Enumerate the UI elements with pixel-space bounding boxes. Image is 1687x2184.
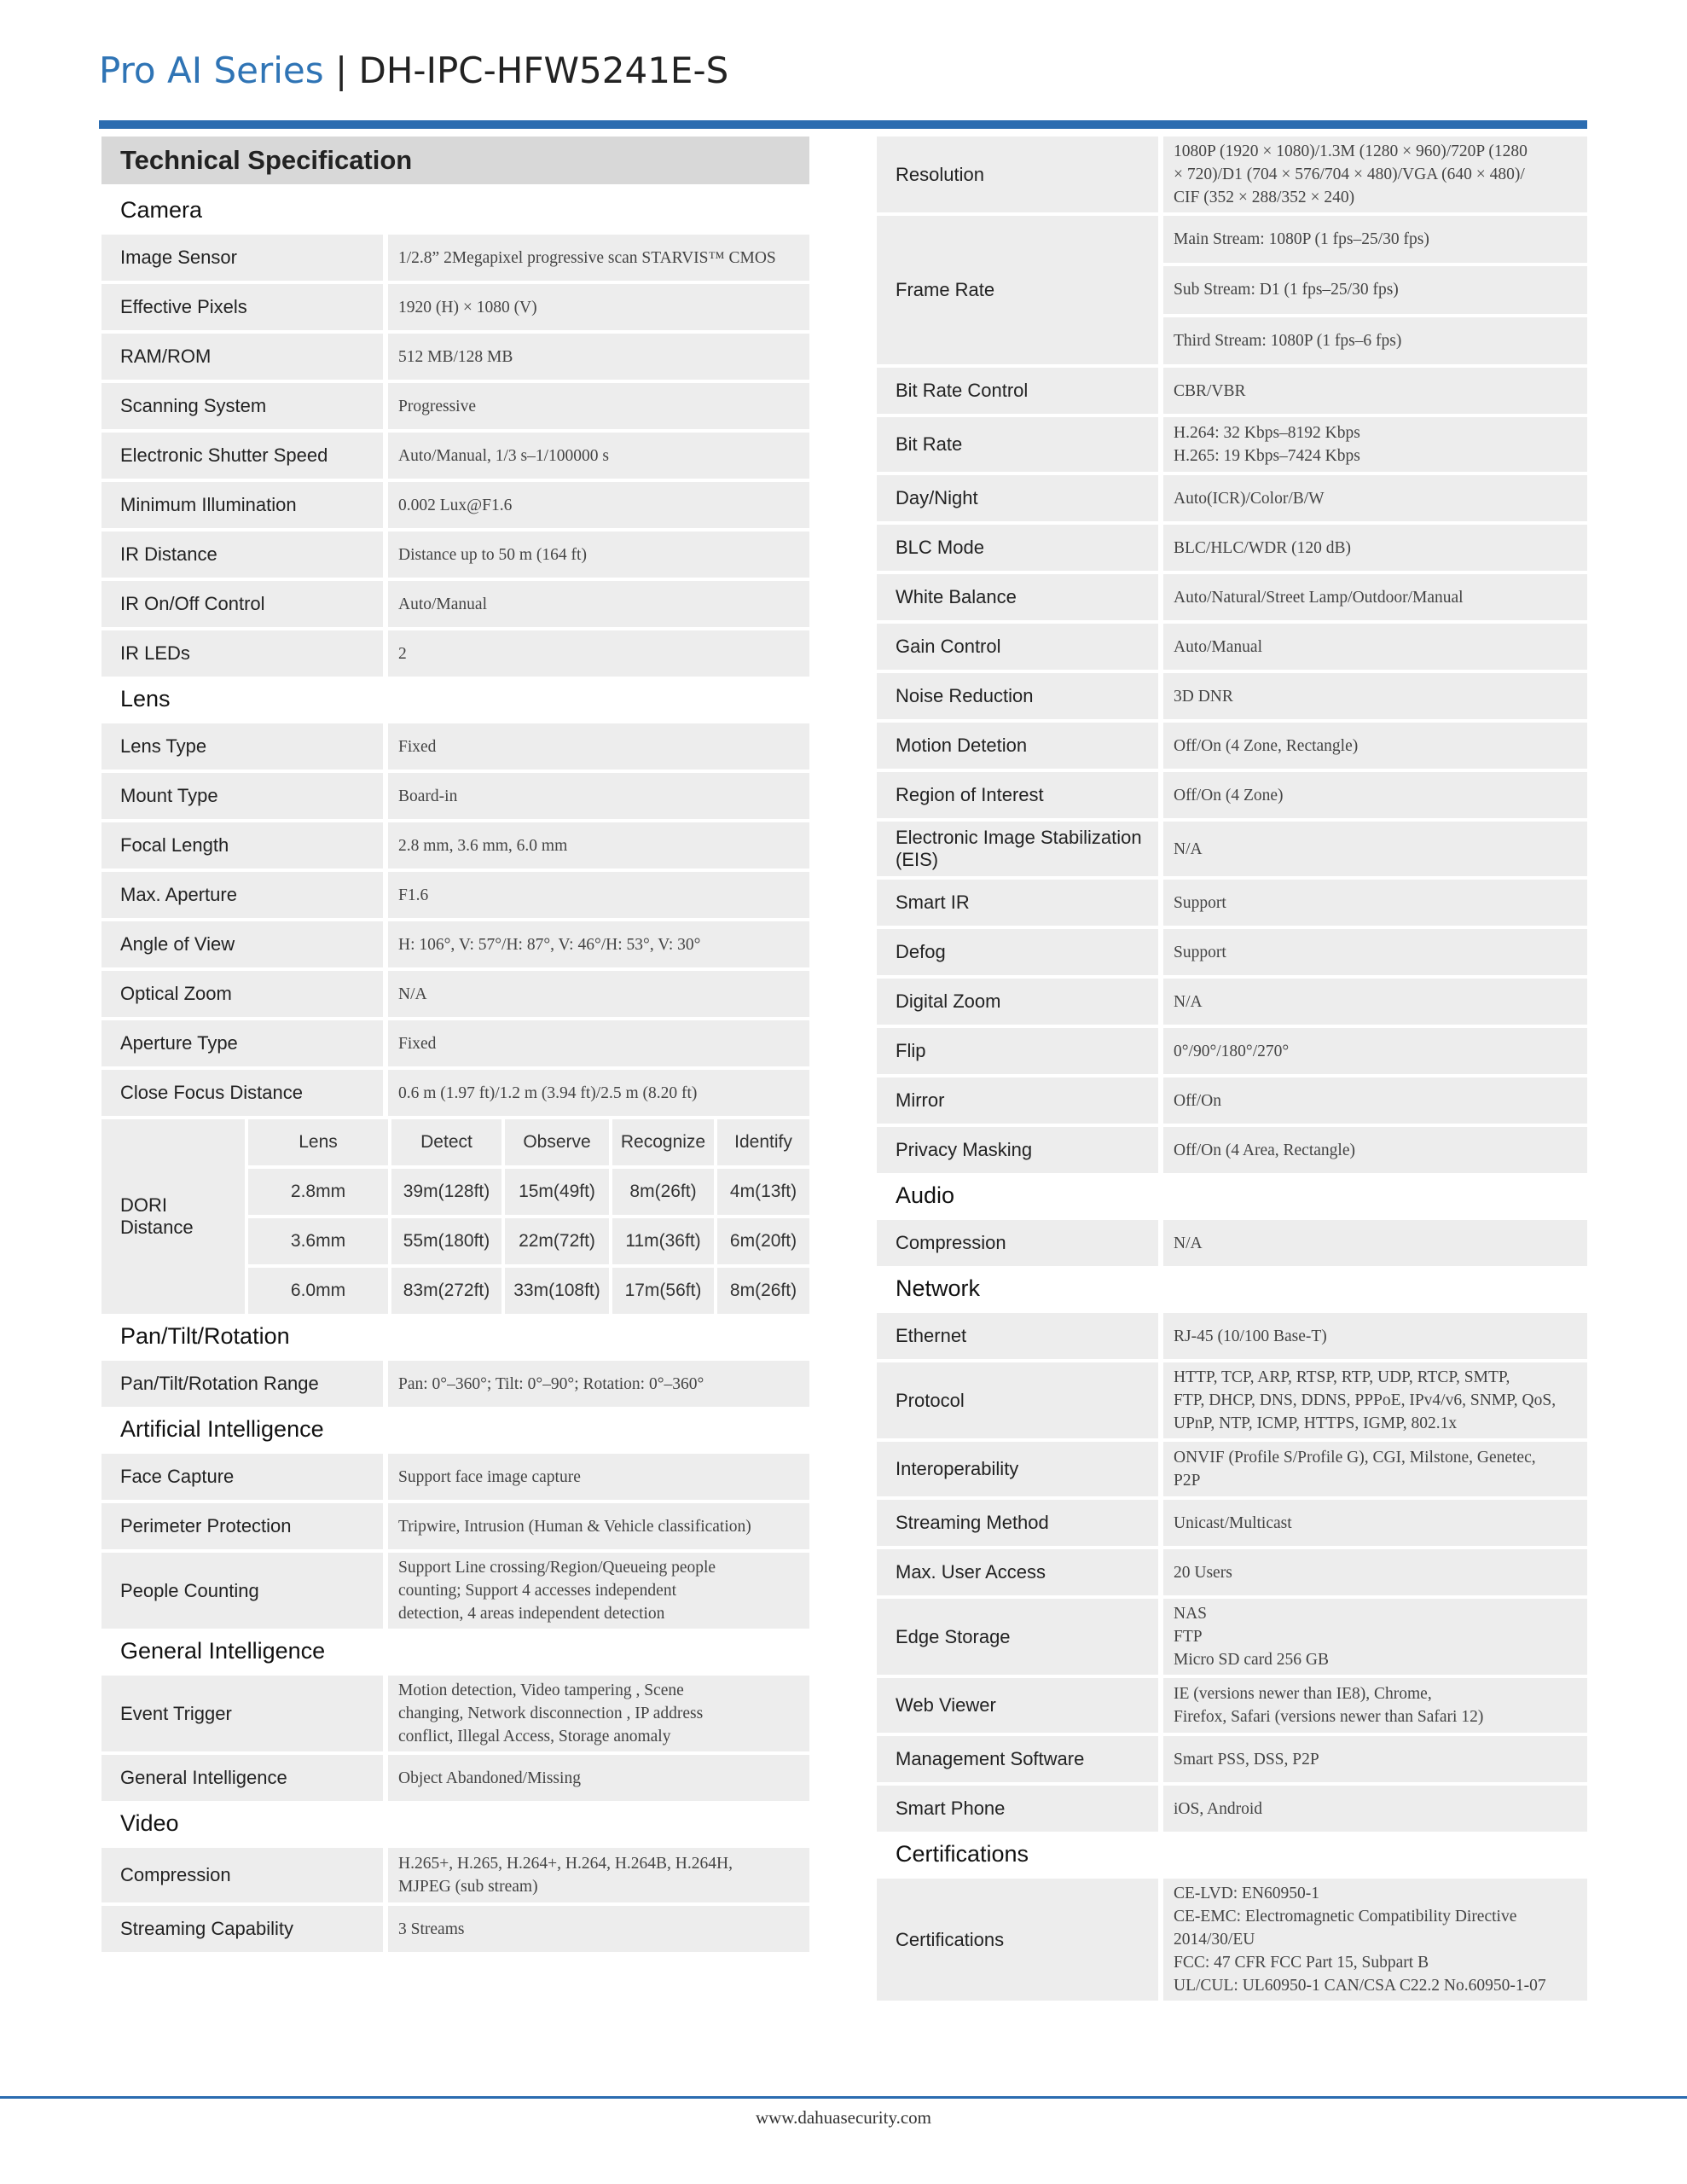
spec-key: Face Capture (101, 1454, 383, 1500)
section-network: Network (896, 1275, 981, 1301)
spec-value: N/A (1163, 822, 1587, 876)
spec-value: 20 Users (1163, 1549, 1587, 1595)
spec-value: BLC/HLC/WDR (120 dB) (1163, 525, 1587, 571)
spec-key: People Counting (101, 1553, 383, 1629)
spec-key: Streaming Method (877, 1500, 1158, 1546)
spec-value: N/A (1163, 979, 1587, 1025)
spec-key: Lens Type (101, 723, 383, 770)
spec-key: Pan/Tilt/Rotation Range (101, 1361, 383, 1407)
spec-value: Auto/Natural/Street Lamp/Outdoor/Manual (1163, 574, 1587, 620)
spec-key: Flip (877, 1028, 1158, 1074)
dori-value-cell: 22m(72ft) (505, 1218, 609, 1264)
dori-value-cell: 8m(26ft) (717, 1268, 809, 1314)
spec-value: HTTP, TCP, ARP, RTSP, RTP, UDP, RTCP, SMTP, FTP, DHCP, DNS, DDNS, PPPoE, IPv4/v6, SNMP, QoS, UPnP, NTP, ICMP, HTTPS, IGMP, 802.1x (1163, 1362, 1587, 1438)
spec-row-streaming-capability (101, 1906, 809, 1952)
spec-value: F1.6 (388, 872, 809, 918)
spec-row-minimum-illumination (101, 482, 809, 528)
spec-value: NAS FTP Micro SD card 256 GB (1163, 1599, 1587, 1675)
spec-key: Scanning System (101, 383, 383, 429)
spec-key: Certifications (877, 1879, 1158, 2001)
section-lens: Lens (120, 686, 171, 712)
spec-key: Focal Length (101, 822, 383, 868)
dori-header-cell: Recognize (612, 1119, 714, 1165)
spec-value: ONVIF (Profile S/Profile G), CGI, Milstone, Genetec, P2P (1163, 1442, 1587, 1496)
dori-value-cell: 11m(36ft) (612, 1218, 714, 1264)
spec-key: Bit Rate Control (877, 368, 1158, 414)
dori-value-cell: 8m(26ft) (612, 1169, 714, 1215)
spec-value: CBR/VBR (1163, 368, 1587, 414)
spec-value: Object Abandoned/Missing (388, 1755, 809, 1801)
spec-key: Max. User Access (877, 1549, 1158, 1595)
frame-rate-main: Main Stream: 1080P (1 fps–25/30 fps) (1163, 216, 1587, 263)
dori-value-cell: 6m(20ft) (717, 1218, 809, 1264)
spec-row-resolution (877, 136, 1587, 212)
spec-key: Region of Interest (877, 772, 1158, 818)
spec-row-ram-rom (101, 334, 809, 380)
dori-grid (248, 1119, 809, 1314)
spec-key: White Balance (877, 574, 1158, 620)
spec-row-edge-storage (877, 1599, 1587, 1675)
spec-row-event-trigger (101, 1676, 809, 1751)
spec-title: Technical Specification (101, 136, 809, 184)
spec-key: Mount Type (101, 773, 383, 819)
spec-key: Compression (101, 1848, 383, 1902)
spec-row-angle-of-view (101, 921, 809, 967)
spec-value: Fixed (388, 1020, 809, 1066)
section-certifications: Certifications (896, 1841, 1029, 1867)
spec-row-digital-zoom (877, 979, 1587, 1025)
spec-value: Auto/Manual (1163, 624, 1587, 670)
spec-row-ir-distance (101, 531, 809, 578)
spec-value: 3D DNR (1163, 673, 1587, 719)
spec-row-ir-leds (101, 630, 809, 677)
spec-key: Smart IR (877, 880, 1158, 926)
spec-value: 512 MB/128 MB (388, 334, 809, 380)
spec-key: Interoperability (877, 1442, 1158, 1496)
spec-row-close-focus-distance (101, 1070, 809, 1116)
spec-value: Motion detection, Video tampering , Scene changing, Network disconnection , IP address conflict, Illegal Access, Storage anomaly (388, 1676, 809, 1751)
header-rule (99, 120, 1587, 129)
dori-lens-cell: 3.6mm (248, 1218, 388, 1264)
spec-row-pan-tilt-rotation-range (101, 1361, 809, 1407)
spec-key: Minimum Illumination (101, 482, 383, 528)
spec-value: Support (1163, 929, 1587, 975)
dori-header-cell: Detect (391, 1119, 501, 1165)
spec-row-compression (101, 1848, 809, 1902)
spec-key: Privacy Masking (877, 1127, 1158, 1173)
spec-value: 1080P (1920 × 1080)/1.3M (1280 × 960)/720P (1280 × 720)/D1 (704 × 576/704 × 480)/VGA (640 × 480)/ CIF (352 × 288/352 × 240) (1163, 136, 1587, 212)
dori-lens-cell: 2.8mm (248, 1169, 388, 1215)
spec-row-mirror (877, 1077, 1587, 1124)
spec-row-face-capture (101, 1454, 809, 1500)
spec-value: N/A (1163, 1220, 1587, 1266)
spec-key: Streaming Capability (101, 1906, 383, 1952)
spec-value: 2 (388, 630, 809, 677)
series-name: Pro AI Series (99, 49, 324, 91)
spec-value: 1/2.8” 2Megapixel progressive scan STARVIS™ CMOS (388, 235, 809, 281)
spec-value: Auto/Manual (388, 581, 809, 627)
section-pan-tilt-rotation: Pan/Tilt/Rotation (120, 1323, 290, 1349)
spec-row-ir-on-off-control (101, 581, 809, 627)
spec-key: RAM/ROM (101, 334, 383, 380)
spec-key: Ethernet (877, 1313, 1158, 1359)
spec-row-compression (877, 1220, 1587, 1266)
spec-value: RJ-45 (10/100 Base-T) (1163, 1313, 1587, 1359)
spec-key: Day/Night (877, 475, 1158, 521)
spec-value: Support (1163, 880, 1587, 926)
spec-value: Board-in (388, 773, 809, 819)
section-general-intelligence: General Intelligence (120, 1638, 326, 1664)
spec-value: Progressive (388, 383, 809, 429)
spec-value: 3 Streams (388, 1906, 809, 1952)
spec-row-flip (877, 1028, 1587, 1074)
spec-row-max-user-access (877, 1549, 1587, 1595)
spec-key: Noise Reduction (877, 673, 1158, 719)
spec-key: Smart Phone (877, 1786, 1158, 1832)
spec-value: Off/On (4 Zone, Rectangle) (1163, 723, 1587, 769)
spec-row-people-counting (101, 1553, 809, 1629)
spec-row-perimeter-protection (101, 1503, 809, 1549)
spec-key: Management Software (877, 1736, 1158, 1782)
spec-row-interoperability (877, 1442, 1587, 1496)
dori-value-cell: 4m(13ft) (717, 1169, 809, 1215)
spec-row-max-aperture (101, 872, 809, 918)
dori-header-cell: Identify (717, 1119, 809, 1165)
spec-row-streaming-method (877, 1500, 1587, 1546)
spec-value: 2.8 mm, 3.6 mm, 6.0 mm (388, 822, 809, 868)
spec-key: Image Sensor (101, 235, 383, 281)
spec-key: IR On/Off Control (101, 581, 383, 627)
spec-key: Mirror (877, 1077, 1158, 1124)
spec-row-bit-rate-control (877, 368, 1587, 414)
spec-key: Frame Rate (877, 216, 1158, 364)
spec-key: Event Trigger (101, 1676, 383, 1751)
spec-key: Resolution (877, 136, 1158, 212)
section-camera: Camera (120, 197, 203, 223)
spec-row-protocol (877, 1362, 1587, 1438)
dori-lens-cell: 6.0mm (248, 1268, 388, 1314)
section-artificial-intelligence: Artificial Intelligence (120, 1416, 324, 1442)
spec-row-bit-rate (877, 417, 1587, 472)
dori-value-cell: 83m(272ft) (391, 1268, 501, 1314)
spec-key: Close Focus Distance (101, 1070, 383, 1116)
spec-value: Off/On (4 Area, Rectangle) (1163, 1127, 1587, 1173)
dori-value-cell: 33m(108ft) (505, 1268, 609, 1314)
spec-row-scanning-system (101, 383, 809, 429)
spec-row-smart-phone (877, 1786, 1587, 1832)
spec-row-management-software (877, 1736, 1587, 1782)
spec-value: Auto/Manual, 1/3 s–1/100000 s (388, 433, 809, 479)
spec-key: Edge Storage (877, 1599, 1158, 1675)
spec-value: Smart PSS, DSS, P2P (1163, 1736, 1587, 1782)
spec-value: Fixed (388, 723, 809, 770)
spec-key: Perimeter Protection (101, 1503, 383, 1549)
header-separator: | (334, 49, 348, 91)
spec-row-lens-type (101, 723, 809, 770)
spec-row-gain-control (877, 624, 1587, 670)
spec-key: Web Viewer (877, 1678, 1158, 1733)
spec-row-effective-pixels (101, 284, 809, 330)
dori-header-cell: Lens (248, 1119, 388, 1165)
footer-url: www.dahuasecurity.com (755, 2107, 932, 2128)
spec-value: Off/On (4 Zone) (1163, 772, 1587, 818)
spec-row-defog (877, 929, 1587, 975)
spec-row-electronic-shutter-speed (101, 433, 809, 479)
spec-key: BLC Mode (877, 525, 1158, 571)
spec-value: iOS, Android (1163, 1786, 1587, 1832)
spec-row-optical-zoom (101, 971, 809, 1017)
spec-value: Support face image capture (388, 1454, 809, 1500)
spec-row-certifications (877, 1879, 1587, 2001)
spec-row-blc-mode (877, 525, 1587, 571)
spec-key: Electronic Image Stabilization (EIS) (877, 822, 1158, 876)
spec-key: Compression (877, 1220, 1158, 1266)
spec-row-ethernet (877, 1313, 1587, 1359)
frame-rate-values (1163, 216, 1587, 364)
dori-label: DORI Distance (101, 1119, 245, 1314)
spec-row-general-intelligence (101, 1755, 809, 1801)
spec-row-region-of-interest (877, 772, 1587, 818)
frame-rate-sub: Sub Stream: D1 (1 fps–25/30 fps) (1163, 266, 1587, 313)
spec-value: H.265+, H.265, H.264+, H.264, H.264B, H.264H, MJPEG (sub stream) (388, 1848, 809, 1902)
spec-key: IR Distance (101, 531, 383, 578)
spec-row-smart-ir (877, 880, 1587, 926)
dori-header-cell: Observe (505, 1119, 609, 1165)
dori-distance-table (101, 1119, 809, 1314)
spec-value: H.264: 32 Kbps–8192 Kbps H.265: 19 Kbps–7424 Kbps (1163, 417, 1587, 472)
spec-value: H: 106°, V: 57°/H: 87°, V: 46°/H: 53°, V: 30° (388, 921, 809, 967)
spec-key: Digital Zoom (877, 979, 1158, 1025)
spec-value: IE (versions newer than IE8), Chrome, Firefox, Safari (versions newer than Safari 12) (1163, 1678, 1587, 1733)
spec-key: Gain Control (877, 624, 1158, 670)
spec-row-aperture-type (101, 1020, 809, 1066)
dori-value-cell: 17m(56ft) (612, 1268, 714, 1314)
spec-key: Protocol (877, 1362, 1158, 1438)
spec-value: 0°/90°/180°/270° (1163, 1028, 1587, 1074)
dori-value-cell: 55m(180ft) (391, 1218, 501, 1264)
spec-key: Optical Zoom (101, 971, 383, 1017)
spec-row-day-night (877, 475, 1587, 521)
spec-row-web-viewer (877, 1678, 1587, 1733)
spec-value: CE-LVD: EN60950-1 CE-EMC: Electromagnetic Compatibility Directive 2014/30/EU FCC: 47 CFR FCC Part 15, Subpart B UL/CUL: UL60950-1 CAN/CSA C22.2 No.60950-1-07 (1163, 1879, 1587, 2001)
page-header (99, 49, 728, 91)
spec-key: Aperture Type (101, 1020, 383, 1066)
section-video: Video (120, 1810, 179, 1836)
frame-rate-third: Third Stream: 1080P (1 fps–6 fps) (1163, 317, 1587, 364)
section-audio: Audio (896, 1182, 955, 1208)
spec-key: Bit Rate (877, 417, 1158, 472)
spec-row-electronic-image-stabilization-eis (877, 822, 1587, 876)
right-column (877, 136, 1587, 2004)
spec-key: Max. Aperture (101, 872, 383, 918)
model-number: DH-IPC-HFW5241E-S (358, 49, 729, 91)
spec-value: 0.6 m (1.97 ft)/1.2 m (3.94 ft)/2.5 m (8.20 ft) (388, 1070, 809, 1116)
spec-value: Support Line crossing/Region/Queueing people counting; Support 4 accesses independent detection, 4 areas independent detection (388, 1553, 809, 1629)
dori-value-cell: 39m(128ft) (391, 1169, 501, 1215)
spec-key: Defog (877, 929, 1158, 975)
dori-value-cell: 15m(49ft) (505, 1169, 609, 1215)
spec-value: Pan: 0°–360°; Tilt: 0°–90°; Rotation: 0°–360° (388, 1361, 809, 1407)
spec-row-focal-length (101, 822, 809, 868)
spec-value: Tripwire, Intrusion (Human & Vehicle classification) (388, 1503, 809, 1549)
spec-key: Motion Detetion (877, 723, 1158, 769)
spec-value: Distance up to 50 m (164 ft) (388, 531, 809, 578)
spec-value: Auto(ICR)/Color/B/W (1163, 475, 1587, 521)
spec-key: General Intelligence (101, 1755, 383, 1801)
spec-row-noise-reduction (877, 673, 1587, 719)
spec-value: Unicast/Multicast (1163, 1500, 1587, 1546)
spec-value: 1920 (H) × 1080 (V) (388, 284, 809, 330)
spec-value: 0.002 Lux@F1.6 (388, 482, 809, 528)
spec-row-mount-type (101, 773, 809, 819)
spec-row-white-balance (877, 574, 1587, 620)
left-column (101, 136, 809, 1955)
footer-rule (0, 2096, 1687, 2099)
spec-row-image-sensor (101, 235, 809, 281)
spec-row-motion-detetion (877, 723, 1587, 769)
spec-key: Electronic Shutter Speed (101, 433, 383, 479)
spec-row-privacy-masking (877, 1127, 1587, 1173)
spec-value: Off/On (1163, 1077, 1587, 1124)
spec-value: N/A (388, 971, 809, 1017)
spec-key: IR LEDs (101, 630, 383, 677)
spec-key: Effective Pixels (101, 284, 383, 330)
spec-row-frame-rate (877, 216, 1587, 364)
spec-key: Angle of View (101, 921, 383, 967)
